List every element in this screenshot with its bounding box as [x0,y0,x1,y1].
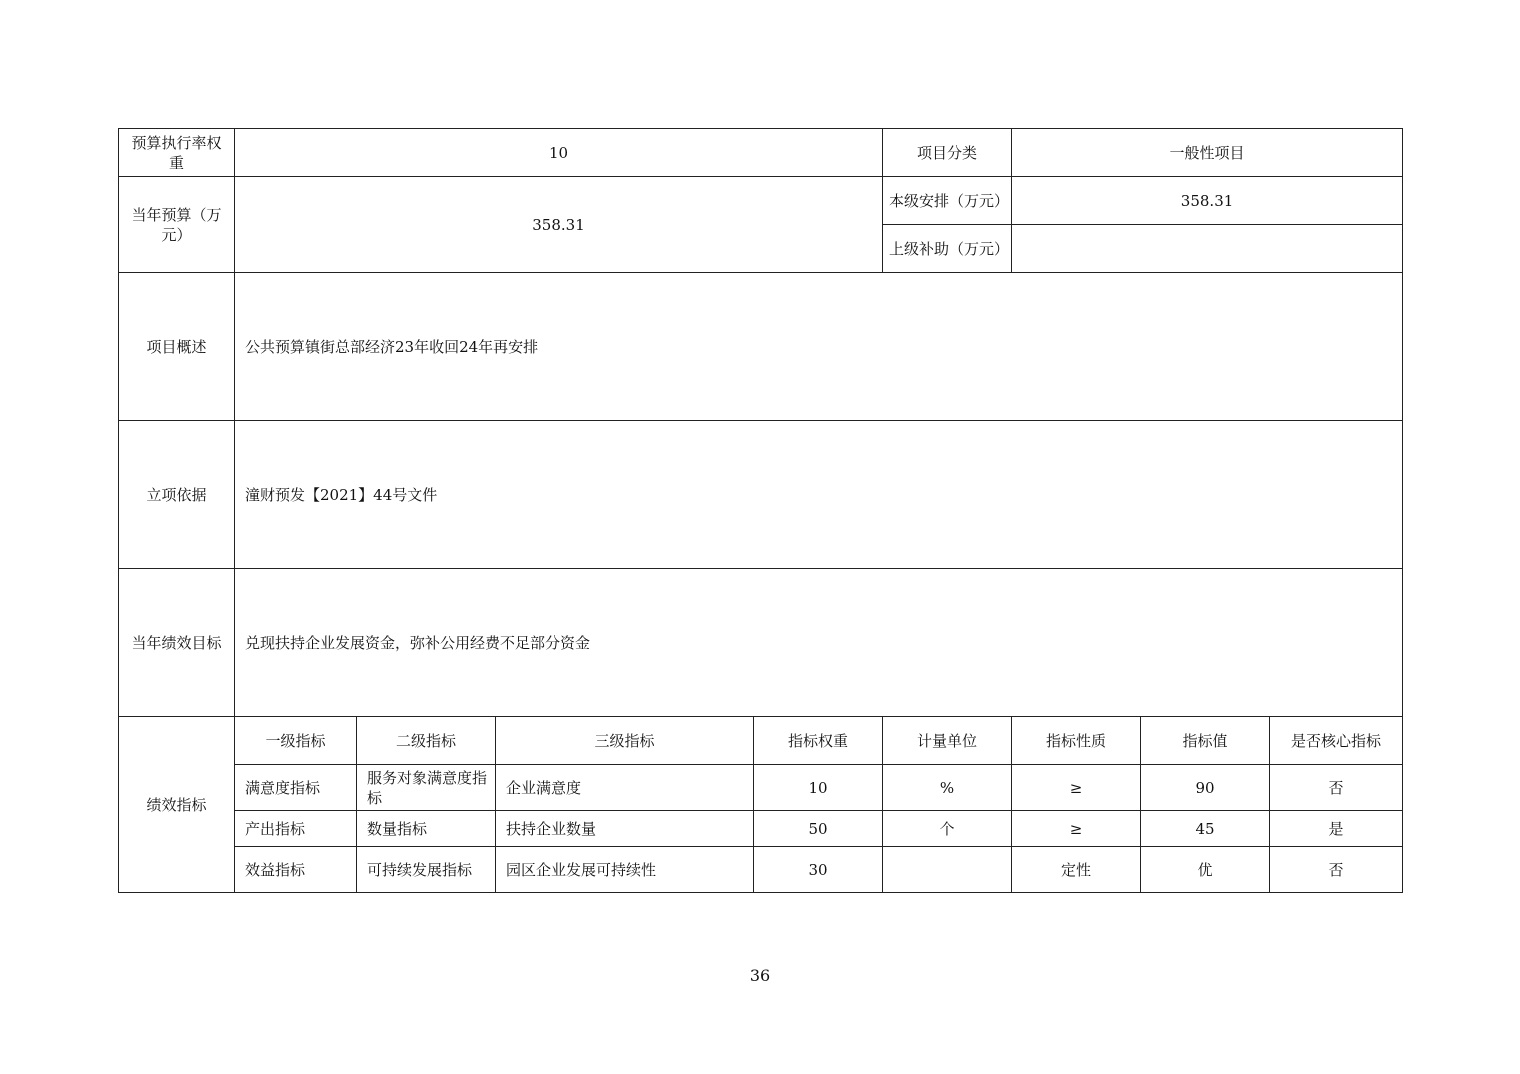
row-level3: 企业满意度 [496,765,754,811]
header-level2: 二级指标 [357,717,496,765]
overview-value: 公共预算镇街总部经济23年收回24年再安排 [235,273,1403,421]
row-unit [883,847,1012,893]
row-core: 否 [1270,765,1403,811]
goal-value: 兑现扶持企业发展资金，弥补公用经费不足部分资金 [235,569,1403,717]
header-unit: 计量单位 [883,717,1012,765]
superior-value [1012,225,1403,273]
category-label: 项目分类 [883,129,1012,177]
local-label: 本级安排（万元） [883,177,1012,225]
row-value: 优 [1141,847,1270,893]
rate-weight-value: 10 [235,129,883,177]
header-nature: 指标性质 [1012,717,1141,765]
row-unit: 个 [883,811,1012,847]
row-level2: 数量指标 [357,811,496,847]
row-weight: 30 [754,847,883,893]
table-row [119,847,1403,893]
row-core: 是 [1270,811,1403,847]
local-value: 358.31 [1012,177,1403,225]
budget-value: 358.31 [235,177,883,273]
row-value: 45 [1141,811,1270,847]
row-value: 90 [1141,765,1270,811]
goal-label: 当年绩效目标 [119,569,235,717]
row-unit: % [883,765,1012,811]
row-nature: 定性 [1012,847,1141,893]
row-core: 否 [1270,847,1403,893]
table-row [119,765,1403,811]
row-level3: 扶持企业数量 [496,811,754,847]
row-nature: ≥ [1012,811,1141,847]
table-row [119,811,1403,847]
row-weight: 50 [754,811,883,847]
basis-label: 立项依据 [119,421,235,569]
header-weight: 指标权重 [754,717,883,765]
project-performance-table [118,128,1403,893]
row-level1: 效益指标 [235,847,357,893]
row-level1: 满意度指标 [235,765,357,811]
row-nature: ≥ [1012,765,1141,811]
budget-label: 当年预算（万元） [119,177,235,273]
superior-label: 上级补助（万元） [883,225,1012,273]
row-level3: 园区企业发展可持续性 [496,847,754,893]
row-level2: 可持续发展指标 [357,847,496,893]
rate-weight-label: 预算执行率权重 [119,129,235,177]
overview-label: 项目概述 [119,273,235,421]
category-value: 一般性项目 [1012,129,1403,177]
header-value: 指标值 [1141,717,1270,765]
row-weight: 10 [754,765,883,811]
basis-value: 潼财预发【2021】44号文件 [235,421,1403,569]
row-level1: 产出指标 [235,811,357,847]
indicator-header-row [119,717,1403,765]
page-number: 36 [749,966,771,985]
header-level1: 一级指标 [235,717,357,765]
header-core: 是否核心指标 [1270,717,1403,765]
indicators-label: 绩效指标 [119,717,235,893]
header-level3: 三级指标 [496,717,754,765]
row-level2: 服务对象满意度指标 [357,765,496,811]
